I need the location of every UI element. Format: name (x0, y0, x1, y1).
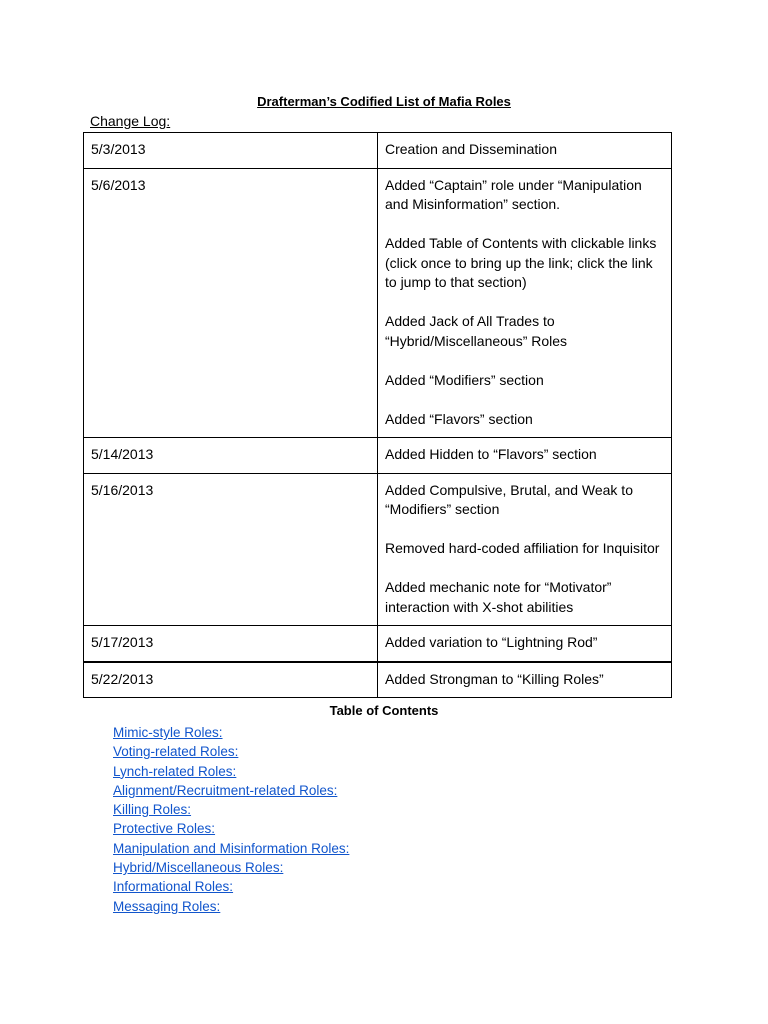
toc-item (113, 781, 349, 800)
toc-link-lynch-related-roles[interactable]: Lynch-related Roles: (113, 763, 237, 779)
toc-link-alignment-recruitment-roles[interactable]: Alignment/Recruitment-related Roles: (113, 782, 338, 798)
toc-link-voting-related-roles[interactable]: Voting-related Roles: (113, 744, 239, 760)
change-entry: Added “Flavors” section (385, 410, 533, 427)
change-entry: Creation and Dissemination (385, 141, 557, 157)
changelog-table (83, 132, 672, 698)
table-row (84, 473, 672, 626)
table-row (84, 168, 672, 438)
changes-cell (378, 168, 672, 438)
table-row (84, 133, 672, 169)
toc-item (113, 800, 349, 819)
changelog-label: Change Log: (90, 113, 171, 129)
table-row (84, 438, 672, 474)
changes-cell (378, 133, 672, 169)
changes-cell (378, 438, 672, 474)
toc-title: Table of Contents (329, 703, 439, 718)
toc-list (113, 723, 349, 916)
change-entry: Added Hidden to “Flavors” section (385, 446, 597, 462)
date-cell: 5/3/2013 (84, 133, 378, 169)
change-entry: Added Table of Contents with clickable links (click once to bring up the link; click the link to jump to that section) (385, 235, 657, 290)
date-cell: 5/14/2013 (84, 438, 378, 474)
toc-link-messaging-roles[interactable]: Messaging Roles: (113, 898, 221, 914)
toc-link-informational-roles[interactable]: Informational Roles: (113, 879, 234, 895)
toc-item (113, 877, 349, 896)
toc-item (113, 839, 349, 858)
date-cell: 5/6/2013 (84, 168, 378, 438)
toc-item (113, 858, 349, 877)
changes-cell (378, 473, 672, 626)
date-cell: 5/22/2013 (84, 662, 378, 698)
document-title: Drafterman’s Codified List of Mafia Roles (257, 94, 511, 109)
table-row (84, 662, 672, 698)
toc-item (113, 742, 349, 761)
change-entry: Added Strongman to “Killing Roles” (385, 670, 604, 687)
table-row (84, 626, 672, 662)
toc-item (113, 723, 349, 742)
toc-item (113, 762, 349, 781)
toc-link-manipulation-misinformation-roles[interactable]: Manipulation and Misinformation Roles: (113, 840, 350, 856)
changes-cell (378, 662, 672, 698)
toc-link-killing-roles[interactable]: Killing Roles: (113, 802, 192, 818)
date-cell: 5/16/2013 (84, 473, 378, 626)
change-entry: Added Jack of All Trades to “Hybrid/Miscellaneous” Roles (385, 313, 568, 349)
change-entry: Added “Modifiers” section (385, 371, 544, 388)
toc-link-protective-roles[interactable]: Protective Roles: (113, 821, 216, 837)
change-entry: Removed hard-coded affiliation for Inquisitor (385, 540, 660, 556)
date-cell: 5/17/2013 (84, 626, 378, 662)
changes-cell (378, 626, 672, 662)
change-entry: Added variation to “Lightning Rod” (385, 634, 598, 650)
toc-link-hybrid-miscellaneous-roles[interactable]: Hybrid/Miscellaneous Roles: (113, 860, 284, 876)
toc-link-mimic-style-roles[interactable]: Mimic-style Roles: (113, 725, 223, 740)
toc-item (113, 819, 349, 838)
change-entry: Added “Captain” role under “Manipulation and Misinformation” section. (385, 176, 642, 212)
toc-item (113, 897, 349, 916)
change-entry: Added mechanic note for “Motivator” interaction with X-shot abilities (385, 579, 612, 615)
change-entry: Added Compulsive, Brutal, and Weak to “Modifiers” section (385, 481, 633, 517)
